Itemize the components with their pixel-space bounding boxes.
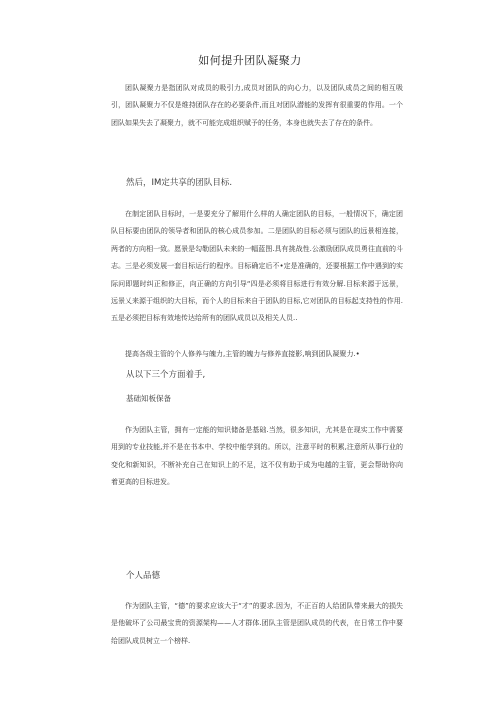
character-paragraph: 作为团队主管，“德”的要求应该大于“才”的要求.因为，不正百的人给团队带来最大的损失是他破坏了公司最宝贵的资源架构——人才群体.团队主管是团队成员的代表，在日常工作中要给团队成员树立一个榜样. [111, 602, 403, 645]
aspects-heading: 从以下三个方面着手, [126, 370, 206, 380]
knowledge-paragraph: 作为团队主管，拥有一定能的知识储备是基础.当然，很多知识，尤其是在现实工作中需要用到的专业技能,并不是在书本中、学校中能学到的。所以，注意平时的积累,注意所从事行业的变化和新知识，不断补充自己在知识上的不足，这不仅有助于成为电越的主管，更会帮助你向着更高的目标进发。 [111, 426, 403, 487]
document-title: 如何提升团队凝聚力 [198, 54, 302, 67]
leader-paragraph: 提高各级主管的个人修养与魄力,主管的魄力与修养直接影,响到团队凝聚力.• [125, 350, 360, 358]
character-heading: 个人品德 [126, 571, 161, 581]
intro-paragraph: 团队凝聚力是指团队对成员的吸引力,成员对团队的向心力，以及团队成员之间的相互吸引，团队凝聚力不仅是维持团队存在的必要条件,而且对团队潜能的发挥有很重要的作用。一个团队如果失去了凝聚力，就不可能完成组织赋予的任务，本身也就失去了存在的条件。 [111, 84, 403, 127]
goal-heading: 然后，IM定共享的团队目标. [126, 178, 233, 188]
knowledge-heading: 基础知板保备 [126, 394, 171, 403]
goal-paragraph: 在制定团队目标时，一是要充分了解用什么样的人确定团队的目标，一般情况下，确定团队目标要由团队的领导者和团队的核心成员参加。二是团队的目标必须与团队的远景相连接，两者的方向相一致。愿景是勾勒团队未来的一幅蓝图.具有挑战性.公激励团队成员勇往直前的斗志。三是必须发展一套目标运行的程序。目标确定后不•定是准确的，还要根据工作中遇到的实际问即题时纠正和修正，向正确的方向引导“四是必须将目标进行有效分解.目标来源于远景，远景乂来源于组织的大目标，而个人的目标来自于团队的目标,它对团队的目标起支持性的作用.五是必须把目标有效地传达给所有的团队成员以及相关人员.. [111, 210, 403, 323]
